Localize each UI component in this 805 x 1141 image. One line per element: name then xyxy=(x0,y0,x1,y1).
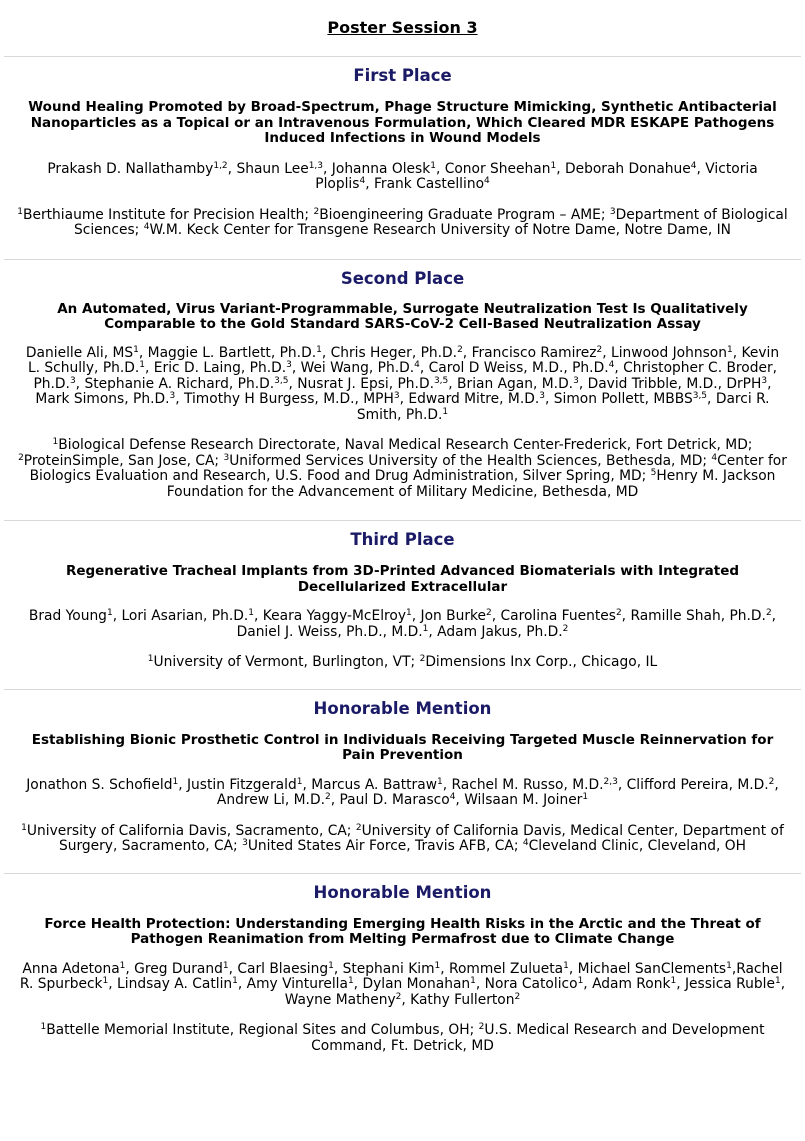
award-section-honorable-mention-1 xyxy=(4,699,801,855)
poster-title xyxy=(4,564,801,595)
section-divider xyxy=(4,259,801,260)
document-page xyxy=(0,18,805,1054)
section-divider xyxy=(4,873,801,874)
award-heading: Honorable Mention xyxy=(313,698,492,718)
award-section-first-place xyxy=(4,66,801,239)
affiliations: $^1$University of Vermont, Burlington, VT; $^2$Dimensions Inx Corp., Chicago, IL xyxy=(147,654,658,670)
author-list: Prakash D. Nallathamby$^{1,2}$, Shaun Lee$^{1,3}$, Johanna Olesk$^1$, Conor Sheehan$^1$, Deborah Donahue$^4$, Victoria Ploplis$^4$, Frank Castellino$^4$ xyxy=(47,160,758,192)
poster-title-line: Regenerative Tracheal Implants from 3D-Printed Advanced Biomaterials with Integrated xyxy=(65,563,740,579)
poster-title-line: Decellularized Extracellular xyxy=(297,578,508,595)
session-title: Poster Session 3 xyxy=(327,18,478,37)
section-divider xyxy=(4,689,801,690)
poster-title-line: Pain Prevention xyxy=(342,747,463,763)
affiliations: $^1$University of California Davis, Sacramento, CA; $^2$University of California Davis, Medical Center, Department of Surgery, Sacramento, CA; $^3$United States Air Force, Travis AFB, CA; $^4$Cleveland Clinic, Cleveland, OH xyxy=(21,822,784,854)
poster-title-line: Force Health Protection: Understanding Emerging Health Risks in the Arctic and the Threat of xyxy=(44,915,761,932)
affiliations: $^1$Biological Defense Research Directorate, Naval Medical Research Center-Frederick, Fort Detrick, MD; $^2$ProteinSimple, San Jose, CA; $^3$Uniformed Services University of the Health Sciences, Bethesda, MD; $^4$Center for Biologics Evaluation and Research, U.S. Food and Drug Administration, Silver Spring, MD; $^5$Henry M. Jackson Foundation for the Advancement of Military Medicine, Bethesda, MD xyxy=(18,437,787,500)
section-divider xyxy=(4,56,801,57)
affiliations: $^1$Berthiaume Institute for Precision Health; $^2$Bioengineering Graduate Program – AME; $^3$Department of Biological Sciences; $^4$W.M. Keck Center for Transgene Research University of Notre Dame, Notre Dame, IN xyxy=(17,206,788,238)
author-list: Danielle Ali, $MS^1$, Maggie L. Bartlett, Ph.D.$^1$, Chris Heger, Ph.D.$^2$, Francisco Ramirez$^2$, Linwood Johnson$^1$, Kevin L. Schully, Ph.D.$^1$, Eric D. Laing, Ph.D.$^3$, Wei Wang, Ph.D.$^4$, Carol D Weiss, M.D., Ph.D.$^4$, Christopher C. Broder, Ph.D.$^3$, Stephanie A. Richard, Ph.D.$^{3,5}$, Nusrat J. Epsi, Ph.D.$^{3,5}$, Brian Agan, M.D.$^3$, David Tribble, M.D., DrPH$^3$, Mark Simons, Ph.D.$^3$, Timothy H Burgess, M.D., MPH$^3$, Edward Mitre, M.D.$^3$, Simon Pollett, MBBS$^{3,5}$, Darci R. Smith, Ph.D.$^1$ xyxy=(25,344,780,423)
poster-title-line: Induced Infections in Wound Models xyxy=(264,130,541,146)
author-list: Brad Young$^1$, Lori Asarian, Ph.D.$^1$, Keara Yaggy-McElroy$^1$, Jon Burke$^2$, Carolina Fuentes$^2$, Ramille Shah, Ph.D.$^2$, Daniel J. Weiss, Ph.D., M.D.$^1$, Adam Jakus, Ph.D.$^2$ xyxy=(28,608,777,640)
award-section-second-place xyxy=(4,269,801,501)
poster-title xyxy=(4,733,801,764)
award-heading: Honorable Mention xyxy=(313,882,492,902)
award-heading: Third Place xyxy=(350,530,455,549)
author-list: Anna Adetona$^1$, Greg Durand$^1$, Carl Blaesing$^1$, Stephani Kim$^1$, Rommel Zulueta$^1$, Michael SanClements$^1$,Rachel R. Spurbeck$^1$, Lindsay A. Catlin$^1$, Amy Vinturella$^1$, Dylan Monahan$^1$, Nora Catolico$^1$, Adam Ronk$^1$, Jessica Ruble$^1$, Wayne Matheny$^2$, Kathy Fullerton$^2$ xyxy=(19,960,786,1008)
author-list: Jonathon S. Schofield$^1$, Justin Fitzgerald$^1$, Marcus A. Battraw$^1$, Rachel M. Russo, M.D.$^{2,3}$, Clifford Pereira, M.D.$^2$, Andrew Li, M.D.$^2$, Paul D. Marasco$^4$, Wilsaan M. Joiner$^1$ xyxy=(26,776,779,808)
poster-title-line: Nanoparticles as a Topical or an Intravenous Formulation, Which Cleared MDR ESKAPE Pathogens xyxy=(30,114,775,131)
award-section-honorable-mention-2 xyxy=(4,883,801,1055)
poster-title-line: Pathogen Reanimation from Melting Permafrost due to Climate Change xyxy=(130,931,675,947)
poster-title xyxy=(4,917,801,948)
poster-title-line: Comparable to the Gold Standard SARS-CoV-2 Cell-Based Neutralization Assay xyxy=(104,316,701,332)
section-divider xyxy=(4,520,801,521)
poster-title xyxy=(4,302,801,333)
poster-title xyxy=(4,100,801,147)
award-heading: Second Place xyxy=(340,268,465,288)
poster-title-line: Establishing Bionic Prosthetic Control in Individuals Receiving Targeted Muscle Reinnervation for xyxy=(31,731,774,748)
award-heading: First Place xyxy=(353,66,452,85)
poster-title-line: Wound Healing Promoted by Broad-Spectrum, Phage Structure Mimicking, Synthetic Antibacterial xyxy=(28,99,777,115)
affiliations: $^1$Battelle Memorial Institute, Regional Sites and Columbus, OH; $^2$U.S. Medical Research and Development Command, Ft. Detrick, MD xyxy=(40,1022,765,1054)
award-section-third-place xyxy=(4,530,801,671)
poster-title-line: An Automated, Virus Variant-Programmable, Surrogate Neutralization Test Is Qualitatively xyxy=(57,300,748,317)
